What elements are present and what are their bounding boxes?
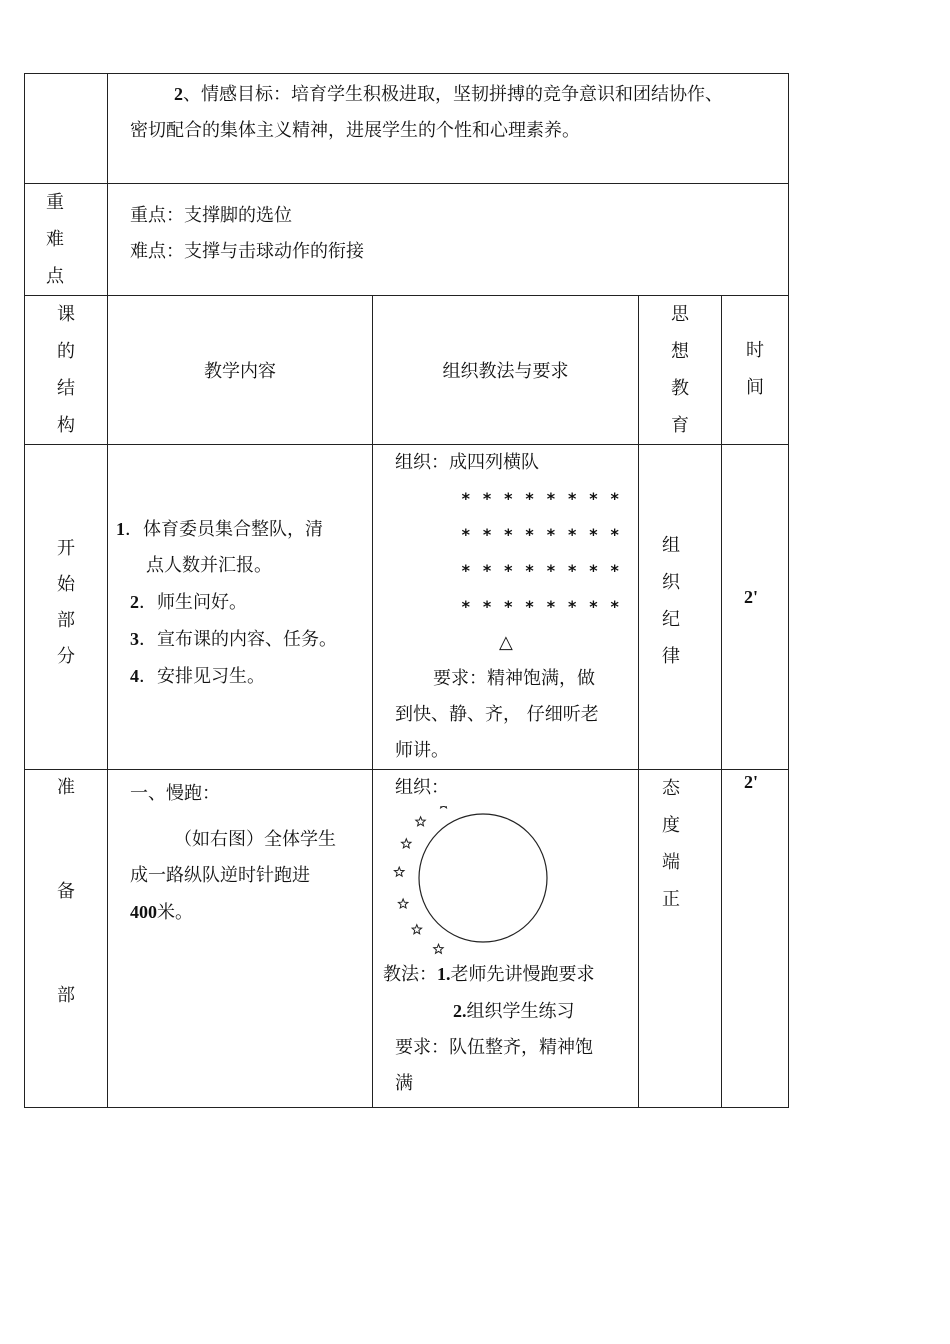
difficulty-label-1: 重	[46, 192, 64, 213]
prep-ideology-4: 正	[662, 889, 680, 910]
lesson-plan-table	[24, 73, 789, 1108]
runner-star-icon	[398, 899, 408, 908]
prep-ideology-2: 度	[662, 815, 680, 836]
start-label-1: 开	[57, 538, 75, 559]
running-track-diagram	[381, 806, 581, 956]
start-item-1-cont: 点人数并汇报。	[146, 555, 272, 576]
prep-content-cell	[108, 770, 373, 1108]
goal-row	[25, 74, 789, 184]
runner-star-icon	[402, 839, 412, 848]
header-row	[25, 296, 789, 445]
prep-ideology-3: 端	[662, 852, 680, 873]
prep-desc-3: 400米。	[130, 902, 193, 923]
start-row	[25, 445, 789, 770]
difficulty-label-2: 难	[46, 229, 64, 250]
header-ideology-3: 教	[671, 378, 689, 399]
prep-time: 2'	[744, 772, 759, 792]
runner-star-icon	[394, 867, 404, 876]
prep-method-1: 教法：1.老师先讲慢跑要求	[383, 964, 595, 985]
runner-star-icon	[412, 925, 422, 934]
header-ideology-4: 育	[671, 415, 689, 436]
prep-req-2: 满	[395, 1073, 413, 1094]
start-time-cell	[722, 445, 789, 770]
difficulty-label-cell	[25, 184, 108, 296]
start-label-4: 分	[57, 646, 75, 667]
hard-point: 难点：支撑与击球动作的衔接	[130, 241, 364, 262]
header-content: 教学内容	[204, 361, 276, 382]
start-label-cell	[25, 445, 108, 770]
header-ideology-2: 想	[671, 341, 689, 362]
teacher-triangle-icon: △	[499, 632, 513, 653]
start-ideology-4: 律	[662, 646, 680, 667]
prep-method-2: 2.组织学生练习	[453, 1001, 575, 1022]
start-req-2: 到快、静、齐， 仔细听老	[395, 704, 599, 725]
header-structure-3: 结	[57, 378, 75, 399]
header-method: 组织教法与要求	[442, 361, 569, 382]
start-method-cell	[373, 445, 639, 770]
prep-label-cell	[25, 770, 108, 1108]
track-circle	[419, 814, 547, 942]
goal-line1: 、情感目标：培育学生积极进取，坚韧拼搏的竞争意识和团结协作、	[183, 84, 723, 105]
key-point: 重点：支撑脚的选位	[130, 205, 292, 226]
goal-label-cell	[25, 74, 108, 184]
header-time-1: 时	[746, 340, 764, 361]
prep-req-1: 要求：队伍整齐，精神饱	[395, 1037, 593, 1058]
prep-label-1: 准	[57, 777, 75, 798]
start-time: 2'	[744, 587, 759, 607]
start-item-3: 3．宣布课的内容、任务。	[130, 629, 337, 650]
header-structure-2: 的	[57, 341, 75, 362]
start-item-1: 1．体育委员集合整队，清	[116, 519, 323, 540]
header-method-cell	[373, 296, 639, 445]
formation-row-2: * * * * * * * *	[461, 525, 621, 544]
difficulty-cell	[108, 184, 789, 296]
runner-star-icon	[439, 806, 449, 808]
start-content-cell	[108, 445, 373, 770]
prep-title: 一、慢跑：	[130, 783, 220, 804]
formation-row-3: * * * * * * * *	[461, 561, 621, 580]
difficulty-row	[25, 184, 789, 296]
prep-method-cell	[373, 770, 639, 1108]
start-org: 组织：成四列横队	[395, 452, 539, 473]
prep-ideology-cell	[639, 770, 722, 1108]
header-time-2: 间	[746, 377, 764, 398]
goal-line2: 密切配合的集体主义精神，进展学生的个性和心理素养。	[130, 120, 580, 141]
header-structure-1: 课	[57, 304, 75, 325]
runner-star-icon	[416, 817, 426, 826]
start-req-3: 师讲。	[395, 740, 449, 761]
formation-row-4: * * * * * * * *	[461, 597, 621, 616]
prep-org: 组织：	[395, 777, 449, 798]
prep-label-3: 部	[57, 985, 75, 1006]
header-structure-4: 构	[57, 415, 75, 436]
runner-stars	[394, 806, 448, 953]
start-req-1: 要求：精神饱满，做	[433, 668, 595, 689]
start-label-3: 部	[57, 610, 75, 631]
header-ideology-1: 思	[671, 304, 689, 325]
prep-ideology-1: 态	[662, 778, 680, 799]
start-ideology-cell	[639, 445, 722, 770]
header-ideology-cell	[639, 296, 722, 445]
prep-time-cell	[722, 770, 789, 1108]
runner-star-icon	[434, 944, 444, 953]
difficulty-label-3: 点	[46, 266, 64, 287]
start-item-2: 2．师生问好。	[130, 592, 247, 613]
start-ideology-2: 织	[662, 572, 680, 593]
header-structure-cell	[25, 296, 108, 445]
goal-number: 2	[174, 84, 183, 104]
start-ideology-1: 组	[662, 535, 680, 556]
header-time-cell	[722, 296, 789, 445]
header-content-cell	[108, 296, 373, 445]
prep-desc-1: （如右图）全体学生	[174, 829, 336, 850]
prep-label-2: 备	[57, 881, 75, 902]
start-label-2: 始	[57, 574, 75, 595]
start-ideology-3: 纪	[662, 609, 680, 630]
formation-row-1: * * * * * * * *	[461, 489, 621, 508]
start-item-4: 4．安排见习生。	[130, 666, 265, 687]
prep-row	[25, 770, 789, 1108]
goal-cell	[108, 74, 789, 184]
prep-desc-2: 成一路纵队逆时针跑进	[130, 865, 310, 886]
